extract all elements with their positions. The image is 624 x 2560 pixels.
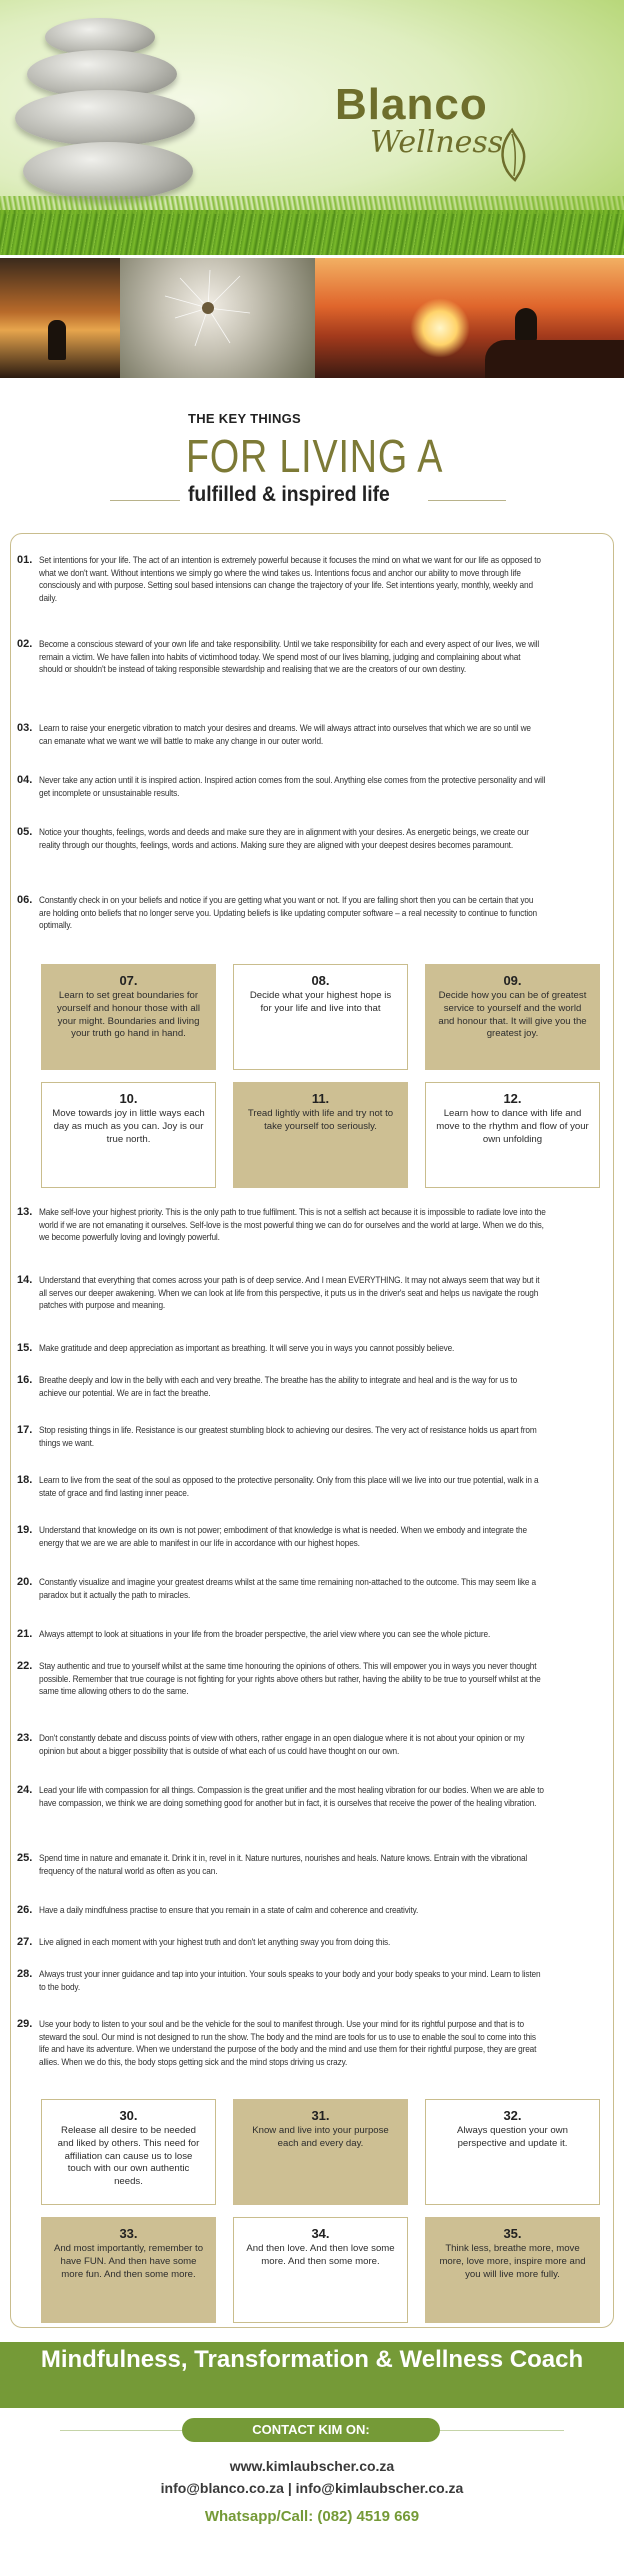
card-text: Always question your own perspective and update it. [457, 2125, 568, 2149]
leaf-logo-icon [490, 122, 540, 182]
list-item [17, 1424, 602, 1449]
tip-card [233, 964, 408, 1070]
item-text: Lead your life with compassion for all things. Compassion is the great unifier and the most healing vibration for our bodies. When we are able to have compassion, we think we are doing something good for another but in fact, it is ourselves that receive the power of the healing vibration. [39, 1785, 544, 1808]
list-item [17, 1342, 602, 1355]
contact-label: CONTACT KIM ON: [182, 2418, 440, 2442]
list-item [17, 826, 602, 851]
item-number: 24. [17, 1784, 33, 1796]
card-text: Move towards joy in little ways each day as much as you can. Joy is our true north. [52, 1108, 205, 1145]
card-number: 11. [311, 1091, 330, 1106]
tip-card [233, 2099, 408, 2205]
item-number: 13. [17, 1206, 33, 1218]
list-item [17, 894, 602, 932]
contact-section [0, 2408, 624, 2560]
heading-rule-right [428, 500, 506, 501]
item-number: 06. [17, 894, 33, 906]
list-item [17, 1206, 602, 1244]
card-grid-b [41, 2099, 601, 2351]
list-item [17, 774, 602, 799]
item-text: Stop resisting things in life. Resistance is our greatest stumbling block to achieving our desires. The very act of resistance holds us apart from things we want. [39, 1425, 537, 1448]
item-number: 26. [17, 1904, 33, 1916]
item-number: 23. [17, 1732, 33, 1744]
card-grid-a [41, 964, 601, 1216]
tip-card [425, 964, 600, 1070]
list-item [17, 1936, 602, 1949]
list-item [17, 638, 602, 676]
card-text: Know and live into your purpose each and every day. [252, 2125, 389, 2149]
list-item [17, 1576, 602, 1601]
grass-image [0, 210, 624, 255]
heading-subtitle: fulfilled & inspired life [188, 483, 390, 506]
tip-card [425, 2217, 600, 2323]
item-text: Understand that knowledge on its own is not power; embodiment of that knowledge is what is needed. When we embody and integrate the energy that we are we are able to manifest in our life in accordance with our highest hopes. [39, 1525, 527, 1548]
item-number: 22. [17, 1660, 33, 1672]
item-number: 16. [17, 1374, 33, 1386]
item-text: Make gratitude and deep appreciation as important as breathing. It will serve you in ways you cannot possibly believe. [39, 1343, 455, 1353]
card-number: 34. [311, 2226, 330, 2241]
phone-number[interactable]: Whatsapp/Call: (082) 4519 669 [204, 2508, 420, 2525]
item-text: Learn to live from the seat of the soul as opposed to the protective personality. Only from this place will we live into our true potential, walk in a state of grace and find lasting inner peace. [39, 1475, 539, 1498]
card-text: And most importantly, remember to have FUN. And then have some more fun. And then some more. [53, 2243, 204, 2280]
list-item [17, 1852, 602, 1877]
tip-card [233, 2217, 408, 2323]
item-number: 25. [17, 1852, 33, 1864]
item-number: 01. [17, 554, 33, 566]
card-number: 35. [503, 2226, 522, 2241]
item-text: Have a daily mindfulness practise to ensure that you remain in a state of calm and coherence and creativity. [39, 1905, 419, 1915]
item-number: 14. [17, 1274, 33, 1286]
item-text: Set intentions for your life. The act of an intention is extremely powerful because it focuses the mind on what we want for our life as opposed to what we don't want. Without intentions we simply go where the wind takes us. Intentions focus and anchor our ability to move through life consciously and with purpose. Setting soul based intensions can change the trajectory of your life. Set intentions yearly, monthly, weekly and daily. [39, 555, 541, 603]
card-text: Think less, breathe more, move more, love more, inspire more and you will live more fully. [439, 2243, 586, 2280]
item-text: Understand that everything that comes across your path is of deep service. And I mean EVERYTHING. It may not always seem that way but it all serves our deeper awakening. When we can look at life from this perspective, it puts us in the driver's seat and helps us navigate the rough patches with purpose and meaning. [39, 1275, 540, 1311]
card-number: 31. [311, 2108, 330, 2123]
item-number: 17. [17, 1424, 33, 1436]
website-link[interactable]: www.kimlaubscher.co.za [229, 2458, 395, 2474]
card-text: Learn how to dance with life and move to the rhythm and flow of your own unfolding [436, 1108, 589, 1145]
card-number: 33. [119, 2226, 138, 2241]
coach-banner-text: Mindfulness, Transformation & Wellness Coach [40, 2346, 584, 2373]
item-text: Live aligned in each moment with your highest truth and don't let anything sway you from doing this. [39, 1937, 391, 1947]
item-text: Breathe deeply and low in the belly with each and very breathe. The breathe has the ability to integrate and heal and is the way for us to achieve our potential. We are in fact the breathe. [39, 1375, 518, 1398]
dandelion-photo [120, 258, 315, 378]
item-number: 05. [17, 826, 33, 838]
item-number: 20. [17, 1576, 33, 1588]
item-text: Spend time in nature and emanate it. Drink it in, revel in it. Nature nurtures, nourishes and heals. Nature knows. Entrain with the vibrational frequency of the natural world as often as you can. [39, 1853, 528, 1876]
item-text: Constantly visualize and imagine your greatest dreams whilst at the same time remaining non-attached to the outcome. This may seem like a paradox but it actually the path to miracles. [39, 1577, 537, 1600]
card-number: 30. [119, 2108, 138, 2123]
item-number: 27. [17, 1936, 33, 1948]
item-text: Use your body to listen to your soul and be the vehicle for the soul to manifest through. Use your mind for its rightful purpose and that is to steward the soul. Our mind is not designed to run the show. The body and the mind are tools for us to use to enable the soul to come into this life and have its adventure. When we understand the purpose of the body and the mind and use them for their rightful purpose, they are great allies. When we do this, the body stops getting sick and the mind stops driving us crazy. [39, 2019, 537, 2067]
hero-banner [0, 0, 624, 255]
item-text: Always attempt to look at situations in your life from the broader perspective, the ariel view where you can see the whole picture. [39, 1629, 491, 1639]
card-text: Release all desire to be needed and liked by others. This need for affiliation can cause us to lose touch with our own authentic needs. [57, 2125, 200, 2188]
card-number: 07. [119, 973, 138, 988]
list-item [17, 1374, 602, 1399]
list-item [17, 1524, 602, 1549]
item-number: 21. [17, 1628, 33, 1640]
card-text: Tread lightly with life and try not to take yourself too seriously. [247, 1108, 394, 1132]
email-links[interactable]: info@blanco.co.za | info@kimlaubscher.co.za [160, 2480, 464, 2496]
heading-title: FOR LIVING A [186, 430, 444, 482]
item-text: Stay authentic and true to yourself whilst at the same time honouring the opinions of others. This will empower you in ways you never thought possible. Remember that true courage is not fighting for your rights above others but rather, having the ability to be true to yourself whilst at the same time allowing others to do the same. [39, 1661, 541, 1697]
tip-card [41, 964, 216, 1070]
card-text: And then love. And then love some more. And then some more. [246, 2243, 395, 2267]
card-text: Decide what your highest hope is for your life and live into that [249, 990, 392, 1014]
list-item [17, 554, 602, 604]
card-text: Learn to set great boundaries for yourself and honour those with all your might. Boundaries and living your truth go hand in hand. [57, 990, 200, 1040]
item-number: 19. [17, 1524, 33, 1536]
tip-card [41, 1082, 216, 1188]
stacked-stones-image [15, 18, 215, 213]
meditation-sunset-photo [315, 258, 624, 378]
list-item [17, 1660, 602, 1698]
item-text: Learn to raise your energetic vibration to match your desires and dreams. We will always attract into ourselves that which we are so until we can emanate what we want we will battle to make any change in our outer world. [39, 723, 531, 746]
list-item [17, 1732, 602, 1757]
card-number: 09. [503, 973, 522, 988]
item-text: Always trust your inner guidance and tap into your intuition. Your souls speaks to your body and your body speaks to your mind. Learn to listen to the body. [39, 1969, 541, 1992]
brand-name: Blanco [335, 80, 488, 129]
item-text: Make self-love your highest priority. This is the only path to true fulfilment. This is not a selfish act because it is impossible to radiate love into the world if we are not emanating it ourselves. Self-love is the most powerful thing we can do for ourselves and the world at large. When we do this, we become powerfully loving and lovingly powerful. [39, 1207, 546, 1243]
card-number: 12. [503, 1091, 522, 1106]
item-number: 03. [17, 722, 33, 734]
card-text: Decide how you can be of greatest service to yourself and the world and honour that. It will give you the greatest joy. [438, 990, 587, 1040]
tip-card [425, 2099, 600, 2205]
tip-card [425, 1082, 600, 1188]
item-number: 28. [17, 1968, 33, 1980]
coach-banner [0, 2342, 624, 2408]
item-number: 04. [17, 774, 33, 786]
list-item [17, 1628, 602, 1641]
item-text: Don't constantly debate and discuss points of view with others, rather engage in an open dialogue where it is not about your opinion or my opinion but about a bigger possibility that is outside of what each of us could have thought on our own. [39, 1733, 525, 1756]
heading-kicker: THE KEY THINGS [188, 411, 302, 426]
item-number: 18. [17, 1474, 33, 1486]
item-text: Become a conscious steward of your own life and take responsibility. Until we take responsibility for each and every aspect of our lives, we will remain a victim. We have fallen into habits of victimhood today. We spend most of our lives blaming, judging and complaining about what should or shouldn't be instead of taking responsible stewardship and realising that we are the creators of our own destiny. [39, 639, 540, 675]
list-item [17, 722, 602, 747]
list-item [17, 1274, 602, 1312]
runner-photo [0, 258, 120, 378]
item-number: 29. [17, 2018, 33, 2030]
item-text: Notice your thoughts, feelings, words and deeds and make sure they are in alignment with your desires. As energetic beings, we create our reality through our thoughts, feelings, words and actions. Making sure they are aligned with your deepest desires becomes paramount. [39, 827, 529, 850]
item-number: 02. [17, 638, 33, 650]
card-number: 32. [503, 2108, 522, 2123]
tip-card [233, 1082, 408, 1188]
item-text: Never take any action until it is inspired action. Inspired action comes from the soul. Anything else comes from the protective personality and will get incomplete or unsustainable results. [39, 775, 546, 798]
item-text: Constantly check in on your beliefs and notice if you are getting what you want or not. If you are falling short then you can be certain that you are holding onto beliefs that no longer serve you. Updating beliefs is like updating computer software – a real necessity to continue to function optimally. [39, 895, 537, 931]
photo-strip [0, 258, 624, 378]
list-item [17, 1784, 602, 1809]
list-item [17, 1904, 602, 1917]
list-item [17, 2018, 602, 2068]
item-number: 15. [17, 1342, 33, 1354]
list-item [17, 1474, 602, 1499]
key-things-panel [10, 533, 614, 2328]
card-number: 08. [311, 973, 330, 988]
heading-rule-left [110, 500, 180, 501]
brand-tagline: Wellness [370, 125, 504, 160]
title-block [0, 405, 624, 520]
card-number: 10. [119, 1091, 138, 1106]
tip-card [41, 2217, 216, 2323]
list-item [17, 1968, 602, 1993]
tip-card [41, 2099, 216, 2205]
